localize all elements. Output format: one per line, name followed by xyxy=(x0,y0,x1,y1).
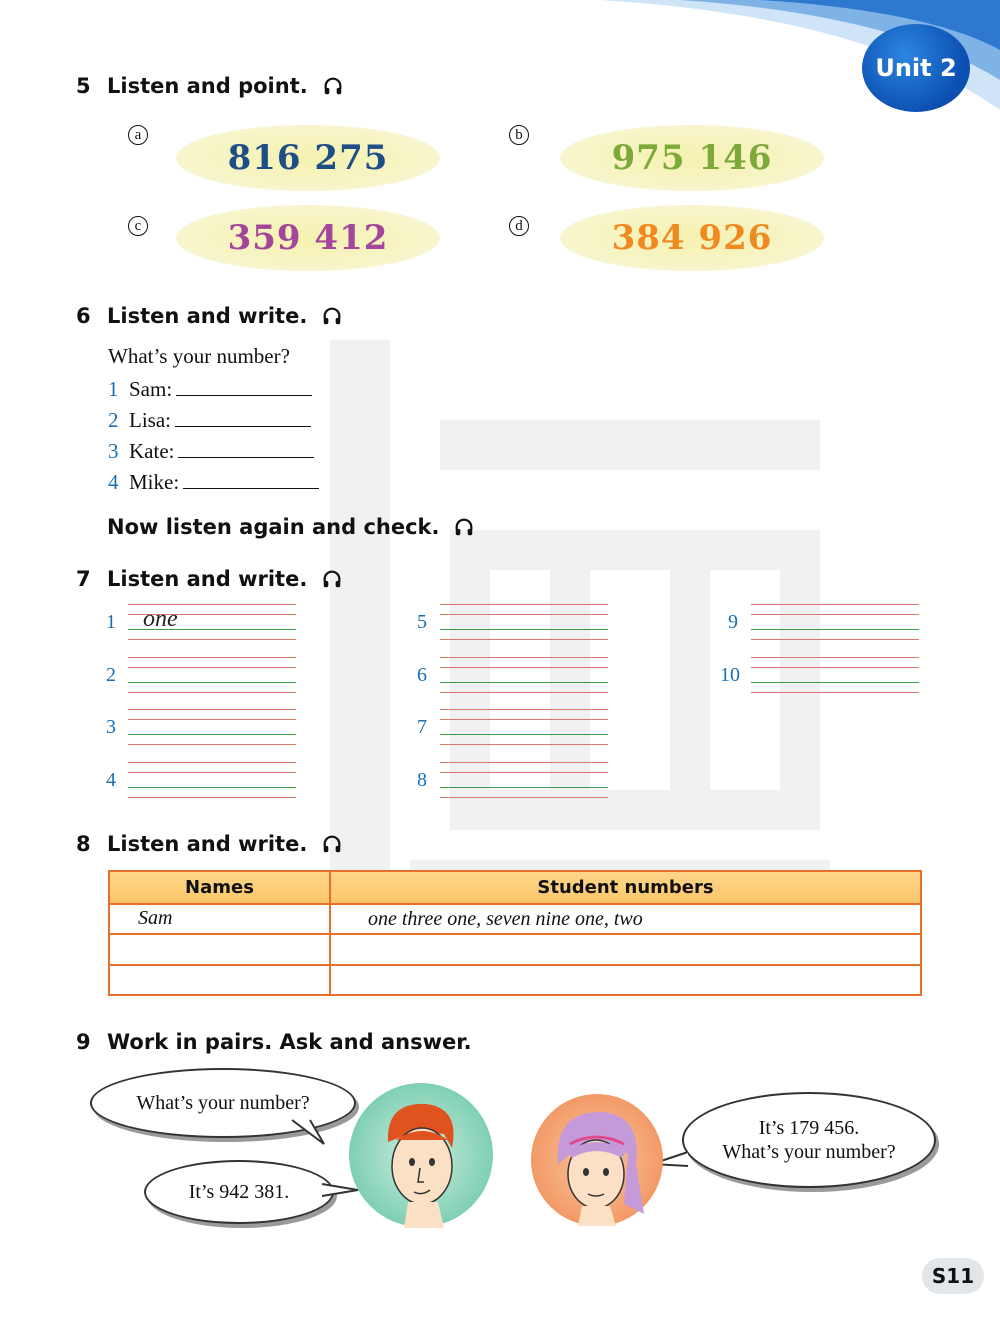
ex6-row-4 xyxy=(108,468,319,495)
writing-line xyxy=(440,787,608,788)
row-name: Mike: xyxy=(129,470,180,494)
writing-line xyxy=(440,692,608,693)
writing-line xyxy=(128,692,296,693)
number-value: 359 412 xyxy=(227,218,389,258)
option-letter-b: b xyxy=(509,125,529,145)
writing-line xyxy=(128,604,296,605)
writing-line xyxy=(440,639,608,640)
writing-line xyxy=(440,719,608,720)
exercise-title: Work in pairs. Ask and answer. xyxy=(107,1030,472,1054)
exercise-title: Listen and point. xyxy=(107,74,308,98)
bubble-text: It’s 942 381. xyxy=(188,1181,290,1203)
writing-line xyxy=(440,797,608,798)
writing-line-group[interactable] xyxy=(128,762,296,812)
writing-line xyxy=(440,682,608,683)
row-divider xyxy=(110,933,920,935)
exercise-number: 5 xyxy=(76,74,91,98)
writing-line xyxy=(751,657,919,658)
bubble-text: What’s your number? xyxy=(136,1092,310,1114)
girl-illustration xyxy=(524,1094,670,1226)
table-cell-number: one three one, seven nine one, two xyxy=(368,908,643,930)
exercise-8-heading xyxy=(76,832,343,856)
speech-bubble-girl xyxy=(682,1092,936,1188)
student-numbers-table xyxy=(108,870,922,996)
headphones-icon[interactable] xyxy=(453,516,475,538)
writing-line xyxy=(440,657,608,658)
writing-line xyxy=(751,639,919,640)
table-cell-name[interactable] xyxy=(138,938,318,962)
writing-line xyxy=(440,614,608,615)
table-cell-name: Sam xyxy=(138,907,173,929)
number-card-b[interactable] xyxy=(560,125,824,191)
item-label-4: 4 xyxy=(106,769,116,791)
item-label-6: 6 xyxy=(417,664,427,686)
item-label-3: 3 xyxy=(106,716,116,738)
writing-line xyxy=(751,667,919,668)
ex6-row-2 xyxy=(108,406,311,433)
row-number: 4 xyxy=(108,470,119,494)
writing-line xyxy=(440,604,608,605)
writing-line-group[interactable] xyxy=(751,604,919,654)
option-letter-a: a xyxy=(128,125,148,145)
corner-swoosh xyxy=(0,0,1000,140)
item-label-7: 7 xyxy=(417,716,427,738)
writing-line-group[interactable] xyxy=(128,657,296,707)
writing-line xyxy=(128,682,296,683)
writing-line-group[interactable] xyxy=(751,657,919,707)
column-header-student-numbers: Student numbers xyxy=(537,877,714,898)
exercise-6-heading xyxy=(76,304,343,328)
exercise-9-heading xyxy=(76,1030,472,1054)
ex6-row-1 xyxy=(108,375,312,402)
headphones-icon[interactable] xyxy=(321,833,343,855)
answer-blank[interactable] xyxy=(176,375,312,396)
writing-line-group[interactable] xyxy=(440,762,608,812)
writing-line-group[interactable] xyxy=(440,709,608,759)
writing-line xyxy=(751,604,919,605)
check-text: Now listen again and check. xyxy=(107,515,440,539)
number-card-c[interactable] xyxy=(176,205,440,271)
writing-line xyxy=(128,657,296,658)
column-header-names: Names xyxy=(185,877,254,898)
item-label-1: 1 xyxy=(106,611,116,633)
writing-line xyxy=(440,734,608,735)
writing-line xyxy=(128,762,296,763)
exercise-title: Listen and write. xyxy=(107,567,308,591)
option-letter-c: c xyxy=(128,216,148,236)
ex6-row-3 xyxy=(108,437,314,464)
row-name: Lisa: xyxy=(129,408,171,432)
exercise-number: 7 xyxy=(76,567,91,591)
writing-line xyxy=(751,614,919,615)
bubble-tail xyxy=(290,1118,330,1148)
writing-line xyxy=(128,734,296,735)
bubble-text-line1: It’s 179 456. xyxy=(758,1117,860,1139)
item-label-8: 8 xyxy=(417,769,427,791)
exercise-number: 8 xyxy=(76,832,91,856)
writing-line xyxy=(128,709,296,710)
item-label-9: 9 xyxy=(728,611,738,633)
ex6-question: What’s your number? xyxy=(108,344,290,368)
bubble-text-line2: What’s your number? xyxy=(722,1141,896,1163)
writing-line xyxy=(440,629,608,630)
table-cell-number[interactable] xyxy=(368,968,908,992)
number-card-d[interactable] xyxy=(560,205,824,271)
ex6-check-instruction xyxy=(107,515,475,539)
speech-bubble-answer xyxy=(144,1160,334,1224)
row-divider xyxy=(110,964,920,966)
number-value: 975 146 xyxy=(611,138,773,178)
example-answer: one xyxy=(143,606,178,632)
number-value: 816 275 xyxy=(227,138,389,178)
writing-line xyxy=(440,772,608,773)
row-number: 3 xyxy=(108,439,119,463)
writing-line xyxy=(440,762,608,763)
writing-line-group[interactable] xyxy=(128,709,296,759)
item-label-10: 10 xyxy=(720,664,740,686)
writing-line xyxy=(128,719,296,720)
table-cell-name[interactable] xyxy=(138,968,318,992)
number-value: 384 926 xyxy=(611,218,773,258)
writing-line xyxy=(128,772,296,773)
writing-line-group[interactable] xyxy=(440,657,608,707)
writing-line xyxy=(440,744,608,745)
exercise-title: Listen and write. xyxy=(107,304,308,328)
headphones-icon[interactable] xyxy=(322,75,344,97)
writing-line xyxy=(440,667,608,668)
writing-line xyxy=(128,744,296,745)
unit-badge: Unit 2 xyxy=(862,24,970,112)
row-number: 1 xyxy=(108,377,119,401)
answer-blank[interactable] xyxy=(178,437,314,458)
option-letter-d: d xyxy=(509,216,529,236)
exercise-title: Listen and write. xyxy=(107,832,308,856)
boy-illustration xyxy=(348,1082,494,1228)
item-label-2: 2 xyxy=(106,664,116,686)
exercise-number: 9 xyxy=(76,1030,91,1054)
headphones-icon[interactable] xyxy=(321,568,343,590)
table-cell-number[interactable] xyxy=(368,938,908,962)
row-name: Sam: xyxy=(129,377,173,401)
answer-blank[interactable] xyxy=(175,406,311,427)
row-number: 2 xyxy=(108,408,119,432)
writing-line-group[interactable] xyxy=(440,604,608,654)
exercise-number: 6 xyxy=(76,304,91,328)
writing-line xyxy=(128,667,296,668)
writing-line xyxy=(751,692,919,693)
item-label-5: 5 xyxy=(417,611,427,633)
writing-line xyxy=(751,682,919,683)
page-number: S11 xyxy=(922,1258,984,1294)
headphones-icon[interactable] xyxy=(321,305,343,327)
writing-line xyxy=(751,629,919,630)
writing-line xyxy=(128,639,296,640)
answer-blank[interactable] xyxy=(183,468,319,489)
number-card-a[interactable] xyxy=(176,125,440,191)
exercise-5-heading xyxy=(76,74,344,98)
exercise-7-heading xyxy=(76,567,343,591)
writing-line xyxy=(128,787,296,788)
writing-line xyxy=(128,797,296,798)
row-name: Kate: xyxy=(129,439,175,463)
writing-line xyxy=(440,709,608,710)
